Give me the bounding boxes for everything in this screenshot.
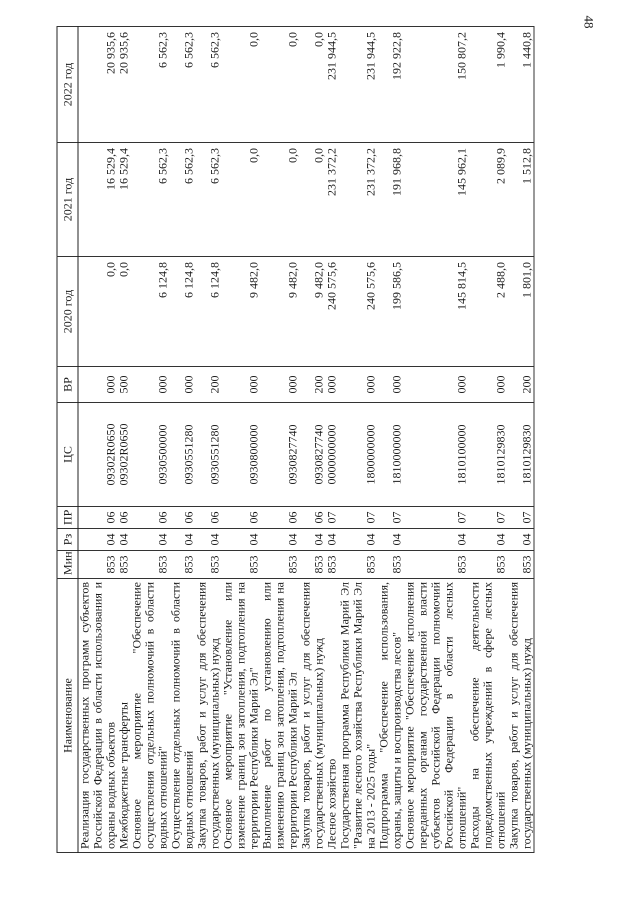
row-2020: 240 575,6: [326, 257, 339, 367]
budget-table: [57, 26, 535, 853]
row-min: 853: [508, 551, 535, 579]
row-vr: 000: [222, 367, 261, 403]
page-number: 48: [581, 15, 597, 29]
header-cs: ЦС: [57, 403, 78, 507]
table-row: [131, 27, 170, 853]
row-2022: 20 935,6: [118, 27, 131, 143]
row-name: Осуществление отдельных полномочий в области водных отношений: [170, 579, 196, 853]
row-name: Государственная программа Республики Марий Эл "Развитие лесного хозяйства Республики Марий Эл на 2013 - 2025 годы": [339, 579, 378, 853]
row-vr: 000: [261, 367, 300, 403]
table-row: [404, 27, 469, 853]
row-name: Лесное хозяйство: [326, 579, 339, 853]
row-min: 853: [404, 551, 469, 579]
table-row: [196, 27, 222, 853]
table-row: [300, 27, 326, 853]
row-2022: 1 990,4: [469, 27, 508, 143]
row-2022: 0,0: [300, 27, 326, 143]
table-body: [78, 27, 534, 853]
row-vr: 000: [78, 367, 118, 403]
row-min: 853: [222, 551, 261, 579]
row-min: 853: [131, 551, 170, 579]
row-name: Основное мероприятие "Обеспечение осуществления отдельных полномочий в области водных отношений": [131, 579, 170, 853]
row-2020: 6 124,8: [196, 257, 222, 367]
row-vr: 200: [508, 367, 535, 403]
row-name: Закупка товаров, работ и услуг для обеспечения государственных (муниципальных) нужд: [300, 579, 326, 853]
header-pr: ПР: [57, 507, 78, 529]
row-pr: 06: [300, 507, 326, 529]
row-2022: 231 944,5: [326, 27, 339, 143]
row-cs: 0930551280: [196, 403, 222, 507]
row-2021: 0,0: [222, 143, 261, 257]
table-row: [378, 27, 404, 853]
table-row: [261, 27, 300, 853]
row-pr: 06: [78, 507, 118, 529]
table-row: [508, 27, 535, 853]
row-2022: 150 807,2: [404, 27, 469, 143]
header-2021: 2021 год: [57, 143, 78, 257]
row-min: 853: [118, 551, 131, 579]
header-vr: ВР: [57, 367, 78, 403]
row-2022: 0,0: [261, 27, 300, 143]
row-pr: 07: [469, 507, 508, 529]
row-2022: 6 562,3: [196, 27, 222, 143]
table-row: [78, 27, 118, 853]
row-cs: 1810129830: [469, 403, 508, 507]
row-min: 853: [378, 551, 404, 579]
row-cs: 1810129830: [508, 403, 535, 507]
row-rz: 04: [404, 529, 469, 551]
row-rz: 04: [196, 529, 222, 551]
row-cs: 0930800000: [222, 403, 261, 507]
row-2020: 240 575,6: [339, 257, 378, 367]
row-min: 853: [261, 551, 300, 579]
row-2020: 0,0: [118, 257, 131, 367]
row-vr: 200: [300, 367, 326, 403]
row-2021: 145 962,1: [404, 143, 469, 257]
row-rz: 04: [78, 529, 118, 551]
row-rz: 04: [300, 529, 326, 551]
header-2020: 2020 год: [57, 257, 78, 367]
row-rz: 04: [118, 529, 131, 551]
row-2021: 6 562,3: [196, 143, 222, 257]
row-2021: 1 512,8: [508, 143, 535, 257]
row-2022: 20 935,6: [78, 27, 118, 143]
row-vr: 000: [469, 367, 508, 403]
row-rz: 04: [469, 529, 508, 551]
row-cs: 0930827740: [261, 403, 300, 507]
row-rz: 04: [170, 529, 196, 551]
row-rz: 04: [131, 529, 170, 551]
row-2020: 145 814,5: [404, 257, 469, 367]
row-2020: 6 124,8: [170, 257, 196, 367]
row-2021: 16 529,4: [78, 143, 118, 257]
row-2020: 0,0: [78, 257, 118, 367]
row-2022: 6 562,3: [170, 27, 196, 143]
row-2020: 1 801,0: [508, 257, 535, 367]
row-cs: 0930827740: [300, 403, 326, 507]
row-name: Основное мероприятие "Установление или изменение границ зон затопления, подтопления на территории Республики Марий Эл": [222, 579, 261, 853]
row-vr: 000: [131, 367, 170, 403]
row-rz: 04: [378, 529, 404, 551]
row-cs: 09302R0650: [78, 403, 118, 507]
row-name: Реализация государственных программ субъектов Российской Федерации в области использования и охраны водных объектов: [78, 579, 118, 853]
table-row: [469, 27, 508, 853]
row-min: 853: [339, 551, 378, 579]
row-2021: 16 529,4: [118, 143, 131, 257]
row-pr: 07: [508, 507, 535, 529]
table-header-row: [57, 27, 78, 853]
row-2021: 191 968,8: [378, 143, 404, 257]
row-min: 853: [170, 551, 196, 579]
row-2021: 231 372,2: [339, 143, 378, 257]
row-cs: 1810100000: [404, 403, 469, 507]
row-name: Основное мероприятие "Обеспечение исполнения переданных органам государственной власти субъектов Российской Федерации полномочий Российской Федерации в области лесных отношений": [404, 579, 469, 853]
row-min: 853: [78, 551, 118, 579]
row-min: 853: [326, 551, 339, 579]
row-2021: 2 089,9: [469, 143, 508, 257]
row-pr: 07: [378, 507, 404, 529]
row-name: Межбюджетные трансферты: [118, 579, 131, 853]
row-2021: 231 372,2: [326, 143, 339, 257]
header-min: Мин: [57, 551, 78, 579]
row-cs: 1800000000: [339, 403, 378, 507]
row-cs: 1810000000: [378, 403, 404, 507]
row-2020: 9 482,0: [261, 257, 300, 367]
row-2022: 1 440,8: [508, 27, 535, 143]
header-2022: 2022 год: [57, 27, 78, 143]
row-pr: 06: [118, 507, 131, 529]
row-pr: 06: [261, 507, 300, 529]
row-name: Расходы на обеспечение деятельности подведомственных учреждений в сфере лесных отношений: [469, 579, 508, 853]
row-vr: 000: [339, 367, 378, 403]
row-pr: 06: [131, 507, 170, 529]
row-pr: 06: [196, 507, 222, 529]
header-name: Наименование: [57, 579, 78, 853]
table-row: [222, 27, 261, 853]
row-rz: 04: [508, 529, 535, 551]
row-cs: 0930500000: [131, 403, 170, 507]
row-2020: 9 482,0: [300, 257, 326, 367]
row-2022: 192 922,8: [378, 27, 404, 143]
table-row: [339, 27, 378, 853]
row-vr: 000: [170, 367, 196, 403]
row-pr: 07: [326, 507, 339, 529]
row-vr: 000: [326, 367, 339, 403]
row-name: Подпрограмма "Обеспечение использования, охраны, защиты и воспроизводства лесов": [378, 579, 404, 853]
row-vr: 200: [196, 367, 222, 403]
row-2020: 6 124,8: [131, 257, 170, 367]
row-rz: 04: [261, 529, 300, 551]
budget-table-sheet: [57, 27, 582, 853]
row-cs: 0930551280: [170, 403, 196, 507]
row-2021: 6 562,3: [131, 143, 170, 257]
row-min: 853: [469, 551, 508, 579]
row-rz: 04: [326, 529, 339, 551]
row-min: 853: [196, 551, 222, 579]
row-pr: 06: [170, 507, 196, 529]
row-min: 853: [300, 551, 326, 579]
row-vr: 500: [118, 367, 131, 403]
row-cs: 09302R0650: [118, 403, 131, 507]
row-2020: 199 586,5: [378, 257, 404, 367]
row-cs: 0000000000: [326, 403, 339, 507]
row-name: Выполнение работ по установлению или изменению границ зон затопления, подтопления на территории Республики Марий Эл: [261, 579, 300, 853]
row-name: Закупка товаров, работ и услуг для обеспечения государственных (муниципальных) нужд: [508, 579, 535, 853]
row-2022: 231 944,5: [339, 27, 378, 143]
row-2021: 6 562,3: [170, 143, 196, 257]
row-name: Закупка товаров, работ и услуг для обеспечения государственных (муниципальных) нужд: [196, 579, 222, 853]
row-pr: 07: [404, 507, 469, 529]
row-2020: 2 488,0: [469, 257, 508, 367]
row-pr: 07: [339, 507, 378, 529]
row-rz: 04: [222, 529, 261, 551]
row-2021: 0,0: [261, 143, 300, 257]
row-vr: 000: [404, 367, 469, 403]
row-pr: 06: [222, 507, 261, 529]
row-2021: 0,0: [300, 143, 326, 257]
table-row: [170, 27, 196, 853]
row-2022: 6 562,3: [131, 27, 170, 143]
header-rz: Рз: [57, 529, 78, 551]
row-vr: 000: [378, 367, 404, 403]
row-rz: 04: [339, 529, 378, 551]
row-2020: 9 482,0: [222, 257, 261, 367]
row-2022: 0,0: [222, 27, 261, 143]
